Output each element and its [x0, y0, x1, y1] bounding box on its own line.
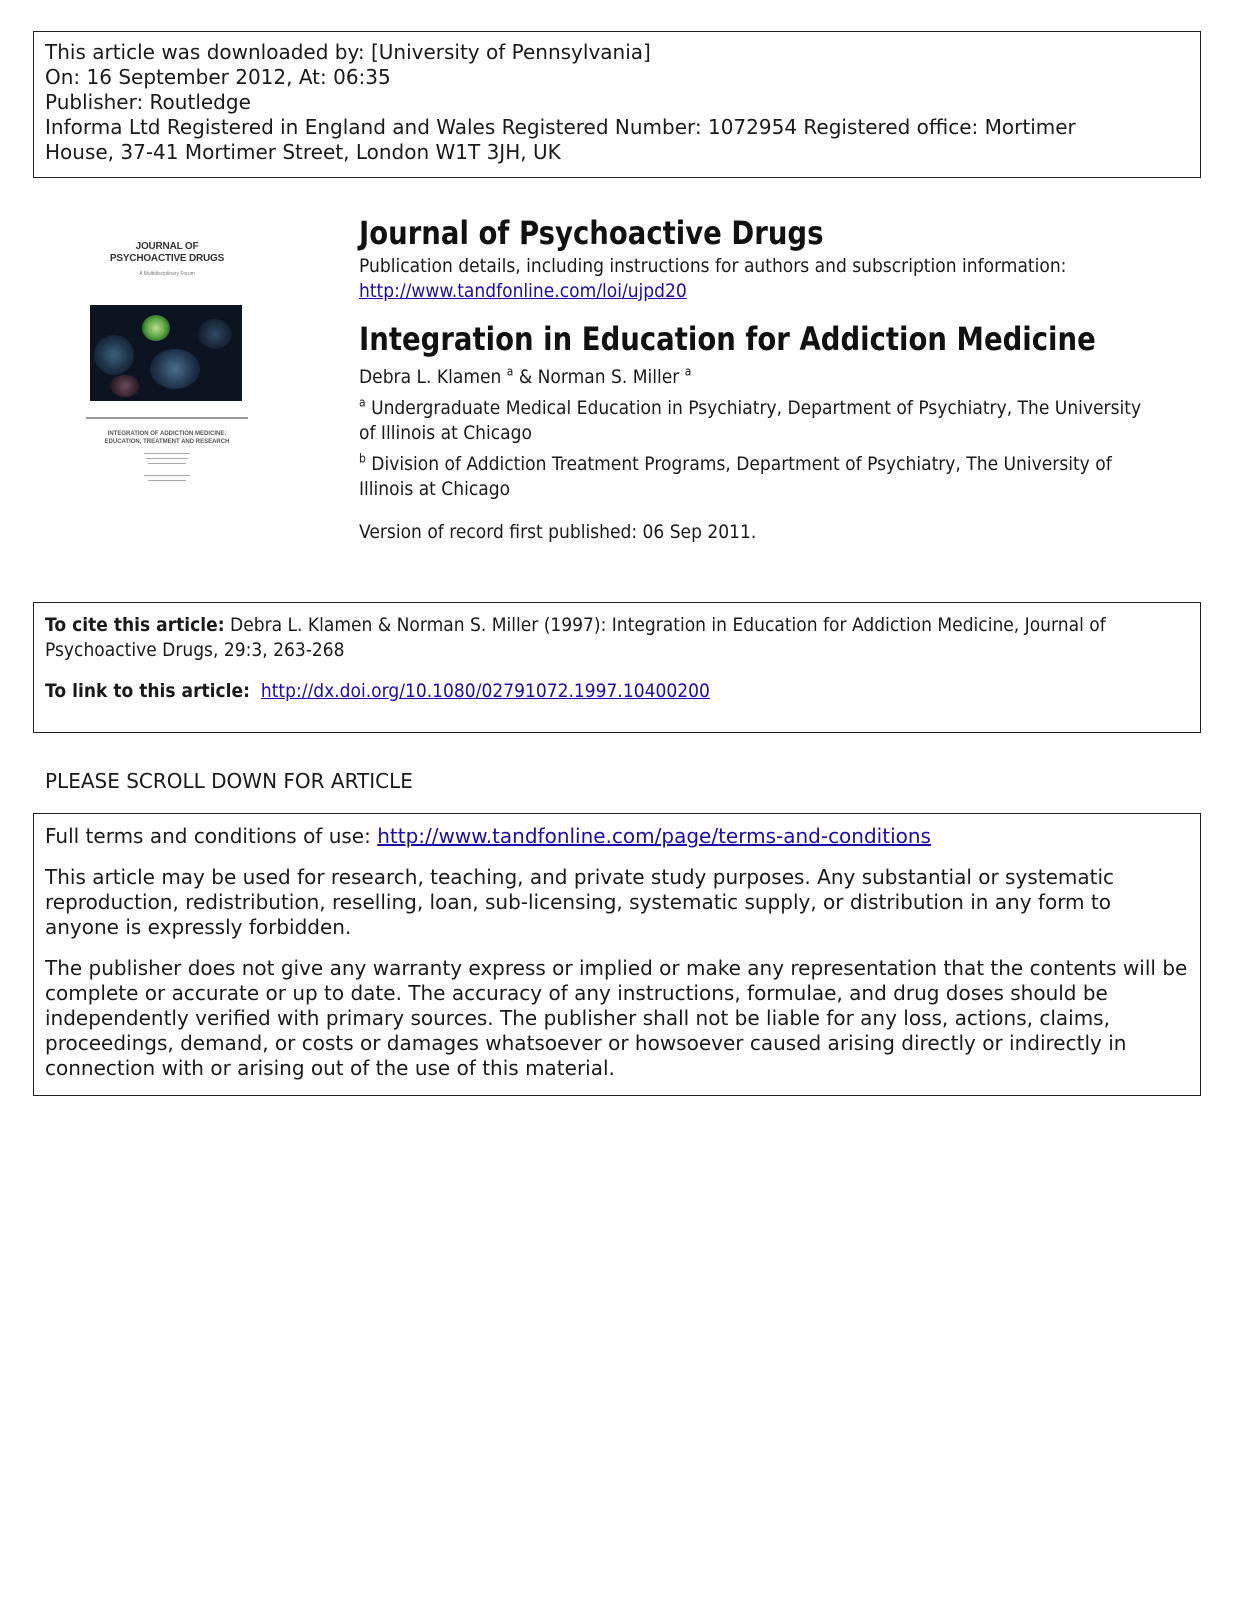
cover-small-text-placeholder: [148, 480, 186, 481]
journal-cover-image: [84, 231, 250, 506]
cover-issue-title-line1: INTEGRATION OF ADDICTION MEDICINE:: [107, 431, 227, 437]
affiliation-text: Division of Addiction Treatment Programs, Department of Psychiatry, The University of Illinois at Chicago: [359, 453, 1112, 500]
terms-label: Full terms and conditions of use:: [45, 824, 378, 848]
cite-paragraph: [45, 613, 1139, 663]
terms-paragraph-2: The publisher does not give any warranty express or implied or make any representation that the contents will be complete or accurate or up to date. The accuracy of any instructions, formulae, and drug doses should be independently verified with primary sources. The publisher shall not be liable for any loss, actions, claims, proceedings, demand, or costs or damages whatsoever or howsoever caused arising directly or indirectly in connection with or arising out of the use of this material.: [45, 956, 1188, 1080]
scroll-down-notice: PLEASE SCROLL DOWN FOR ARTICLE: [45, 769, 413, 793]
author-name: Norman S. Miller: [537, 366, 680, 388]
cover-small-text-placeholder: [144, 475, 190, 476]
download-notice-box: [33, 31, 1201, 178]
version-of-record-text: Version of record first published: 06 Sep 2011.: [359, 521, 757, 543]
journal-url-link[interactable]: http://www.tandfonline.com/loi/ujpd20: [359, 280, 687, 302]
cite-label: To cite this article:: [45, 614, 225, 636]
journal-title: Journal of Psychoactive Drugs: [359, 214, 824, 252]
cover-title-line2: PSYCHOACTIVE DRUGS: [109, 253, 225, 264]
citation-box: [33, 602, 1201, 733]
affiliation-text: Undergraduate Medical Education in Psychiatry, Department of Psychiatry, The University of Illinois at Chicago: [359, 397, 1142, 444]
cover-small-text-placeholder: [148, 463, 186, 464]
download-date-text: On: 16 September 2012, At: 06:35: [45, 65, 391, 89]
link-label: To link to this article:: [45, 680, 250, 702]
cover-issue-title-line2: EDUCATION, TREATMENT AND RESEARCH: [104, 439, 230, 445]
affiliation-b: [359, 452, 1151, 502]
cover-small-text-placeholder: [146, 458, 188, 459]
affiliation-marker: b: [359, 451, 366, 466]
publisher-text: Publisher: Routledge: [45, 90, 251, 114]
article-title: Integration in Education for Addiction Medicine: [359, 320, 1096, 358]
affiliation-marker: a: [359, 395, 366, 410]
terms-url-link[interactable]: http://www.tandfonline.com/page/terms-and-conditions: [377, 824, 931, 848]
downloaded-by-text: This article was downloaded by: [University of Pennsylvania]: [45, 40, 651, 64]
cover-title-line1: JOURNAL OF: [135, 241, 199, 252]
affiliation-marker: a: [684, 364, 692, 379]
doi-link[interactable]: http://dx.doi.org/10.1080/02791072.1997.10400200: [260, 680, 710, 702]
author-name: Debra L. Klamen: [359, 366, 502, 388]
cite-text: Debra L. Klamen & Norman S. Miller (1997): Integration in Education for Addiction Medicine, Journal of Psychoactive Drugs, 29:3, 263-268: [45, 614, 1106, 661]
affiliation-marker: a: [506, 364, 514, 379]
cover-artwork: [90, 305, 242, 401]
author-list: [359, 366, 691, 388]
registered-office-line1: Informa Ltd Registered in England and Wales Registered Number: 1072954 Registered office: Mortimer: [45, 115, 1076, 139]
cover-divider-line: [86, 417, 248, 419]
link-paragraph: [45, 679, 1139, 704]
terms-line: [45, 824, 1189, 849]
affiliation-a: [359, 396, 1151, 446]
registered-office-line2: House, 37-41 Mortimer Street, London W1T 3JH, UK: [45, 140, 561, 164]
author-connector: &: [513, 366, 538, 388]
cover-subtitle: A Multidisciplinary Forum: [139, 271, 195, 277]
terms-paragraph-1: This article may be used for research, teaching, and private study purposes. Any substantial or systematic reproduction, redistribution, reselling, loan, sub-licensing, systematic supply, or distribution in any form to anyone is expressly forbidden.: [45, 865, 1115, 939]
publication-details-text: Publication details, including instructions for authors and subscription information:: [359, 255, 1067, 277]
cover-small-text-placeholder: [144, 453, 190, 454]
terms-box: [33, 813, 1201, 1096]
